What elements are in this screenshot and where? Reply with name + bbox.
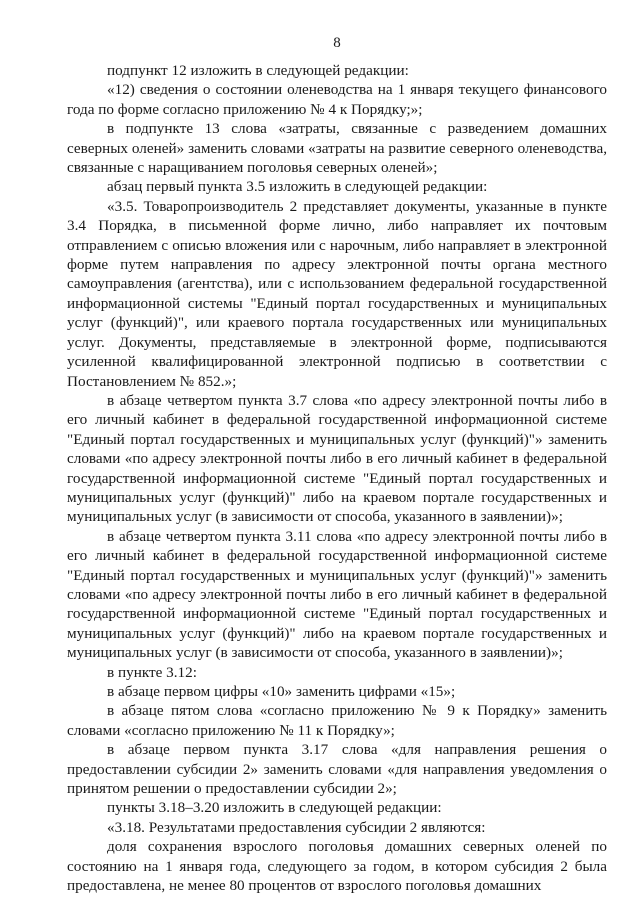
- paragraph: в абзаце первом пункта 3.17 слова «для направления решения о предоставлении субсидии 2» заменить словами «для направления уведомления о принятом решении о предоставлении субсидии 2»;: [67, 741, 607, 798]
- paragraph: в абзаце четвертом пункта 3.11 слова «по адресу электронной почты либо в его личный кабинет в федеральной государственной информационной системе "Единый портал государственных и муниципальных услуг (функций)"» заменить словами «по адресу электронной почты либо в его личный кабинет в федеральной государственной информационной системе "Единый портал государственных и муниципальных услуг (функций)" либо на краевом портале государственных и муниципальных услуг (в зависимости от способа, указанного в заявлении)»;: [67, 527, 607, 662]
- paragraph: пункты 3.18–3.20 изложить в следующей редакции:: [107, 799, 442, 817]
- paragraph: «3.18. Результатами предоставления субсидии 2 являются:: [107, 818, 486, 836]
- paragraph: подпункт 12 изложить в следующей редакции:: [107, 62, 409, 79]
- paragraph: в абзаце первом цифры «10» заменить цифрами «15»;: [107, 683, 456, 700]
- paragraph: в абзаце четвертом пункта 3.7 слова «по адресу электронной почты либо в его личный кабинет в федеральной государственной информационной системе "Единый портал государственных и муниципальных услуг (функций)"» заменить словами «по адресу электронной почты либо в его личный кабинет в федеральной государственной информационной системе "Единый портал государственных и муниципальных услуг (функций)" либо на краевом портале государственных и муниципальных услуг (в зависимости от способа, указанного в заявлении)»;: [67, 391, 607, 526]
- paragraph: в пункте 3.12:: [107, 663, 197, 681]
- page-number: 8: [333, 35, 341, 51]
- document-body: [67, 61, 607, 895]
- paragraph: доля сохранения взрослого поголовья домашних северных оленей по состоянию на 1 января года, следующего за годом, в котором субсидия 2 была предоставлена, не менее 80 процентов от взрослого поголовья домашних: [67, 838, 607, 895]
- paragraph: в подпункте 13 слова «затраты, связанные с разведением домашних северных оленей» заменить словами «затраты на развитие северного оленеводства, связанные с наращиванием поголовья северных оленей»;: [67, 120, 607, 177]
- paragraph: «12) сведения о состоянии оленеводства на 1 января текущего финансового года по форме согласно приложению № 4 к Порядку;»;: [67, 81, 607, 118]
- paragraph: в абзаце пятом слова «согласно приложению № 9 к Порядку» заменить словами «согласно приложению № 11 к Порядку»;: [67, 702, 607, 739]
- paragraph: абзац первый пункта 3.5 изложить в следующей редакции:: [107, 178, 488, 196]
- paragraph: «3.5. Товаропроизводитель 2 представляет документы, указанные в пункте 3.4 Порядка, в письменной форме лично, либо направляет их почтовым отправлением с описью вложения или с нарочным, либо направляет в электронной форме путем направления по адресу электронной почты органа местного самоуправления (агентства), или с использованием федеральной государственной информационной системы "Единый портал государственных и муниципальных услуг (функций)", или краевого портала государственных или муниципальных услуг. Документы, представляемые в электронной форме, подписываются усиленной квалифицированной электронной подписью в соответствии с Постановлением № 852.»;: [67, 197, 607, 390]
